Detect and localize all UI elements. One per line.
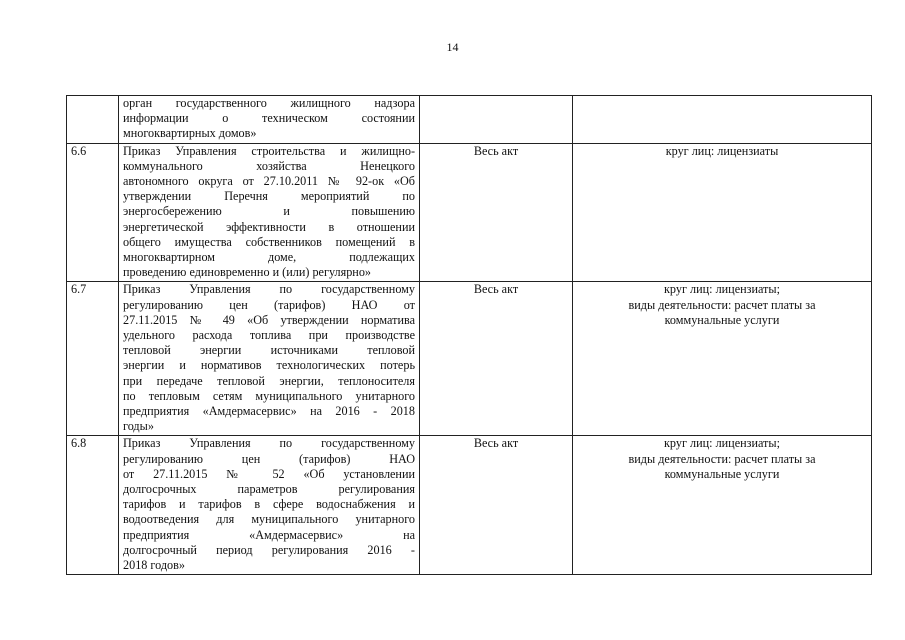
table-row	[67, 96, 872, 144]
act-name-line: годы»	[123, 419, 154, 434]
act-name-line: долгосрочных параметров регулирования	[123, 482, 415, 497]
act-name-line: долгосрочный период регулирования 2016 -	[123, 542, 415, 557]
act-note-line: круг лиц: лицензиаты;	[664, 436, 780, 451]
act-scope-cell: Весь акт	[420, 436, 573, 575]
act-scope-cell: Весь акт	[420, 143, 573, 282]
act-name-line: тепловой энергии источниками тепловой	[123, 343, 415, 358]
row-number: 6.8	[67, 436, 119, 575]
act-note-line: виды деятельности: расчет платы за	[628, 297, 816, 312]
page-number: 14	[446, 40, 459, 54]
act-name-line: водоотведения для муниципального унитарного	[123, 512, 415, 527]
act-name-line: проведению единовременно и (или) регулярно»	[123, 265, 372, 280]
act-note-line: коммунальные услуги	[664, 312, 780, 327]
act-name-line: многоквартирном доме, подлежащих	[123, 250, 415, 265]
act-name-line: энергосбережению и повышению	[123, 204, 415, 219]
act-name-cell	[119, 282, 420, 436]
act-note-line: коммунальные услуги	[664, 466, 780, 481]
act-name-line: автономного округа от 27.10.2011 № 92-ок «Об	[123, 174, 415, 189]
table-row	[67, 436, 872, 575]
act-name-line: удельного расхода топлива при производстве	[123, 328, 415, 343]
act-name-line: общего имущества собственников помещений в	[123, 234, 415, 249]
act-notes-cell	[573, 143, 872, 282]
act-note-line: круг лиц: лицензиаты;	[664, 282, 780, 297]
act-name-line: регулированию цен (тарифов) НАО	[123, 451, 415, 466]
act-notes-cell	[573, 436, 872, 575]
act-name-line: при передаче тепловой энергии, теплоносителя	[123, 373, 415, 388]
act-name-line: от 27.11.2015 № 52 «Об установлении	[123, 466, 415, 481]
act-notes-cell	[573, 96, 872, 144]
act-name-line: тарифов и тарифов в сфере водоснабжения и	[123, 497, 415, 512]
act-name-cell	[119, 96, 420, 144]
act-name-line: орган государственного жилищного надзора	[123, 96, 415, 110]
acts-table	[66, 95, 872, 575]
act-name-cell	[119, 436, 420, 575]
act-note-line: виды деятельности: расчет платы за	[628, 451, 816, 466]
act-name-line: Приказ Управления строительства и жилищно-	[123, 143, 415, 158]
act-name-cell	[119, 143, 420, 282]
act-name-line: Приказ Управления по государственному	[123, 282, 415, 297]
act-name-line: предприятия «Амдермасервис» на 2016 - 2018	[123, 404, 415, 419]
acts-table-body	[67, 96, 872, 575]
act-name-line: энергии и нормативов технологических потерь	[123, 358, 415, 373]
act-scope-cell: Весь акт	[420, 282, 573, 436]
act-name-line: Приказ Управления по государственному	[123, 436, 415, 451]
row-number: 6.7	[67, 282, 119, 436]
act-name-line: информации о техническом состоянии	[123, 111, 415, 126]
act-note-line: круг лиц: лицензиаты	[665, 143, 779, 158]
table-row	[67, 143, 872, 282]
act-name-line: энергетической эффективности в отношении	[123, 219, 415, 234]
act-name-line: многоквартирных домов»	[123, 126, 257, 141]
act-name-line: 2018 годов»	[123, 558, 186, 573]
table-row	[67, 282, 872, 436]
act-name-line: по тепловым сетям муниципального унитарного	[123, 388, 415, 403]
act-name-line: регулированию цен (тарифов) НАО от	[123, 297, 415, 312]
act-scope-cell	[420, 96, 573, 144]
row-number: 6.6	[67, 143, 119, 282]
row-number	[67, 96, 119, 144]
act-name-line: утверждении Перечня мероприятий по	[123, 189, 415, 204]
act-name-line: коммунального хозяйства Ненецкого	[123, 158, 415, 173]
act-notes-cell	[573, 282, 872, 436]
act-name-line: предприятия «Амдермасервис» на	[123, 527, 415, 542]
act-name-line: 27.11.2015 № 49 «Об утверждении норматива	[123, 312, 415, 327]
